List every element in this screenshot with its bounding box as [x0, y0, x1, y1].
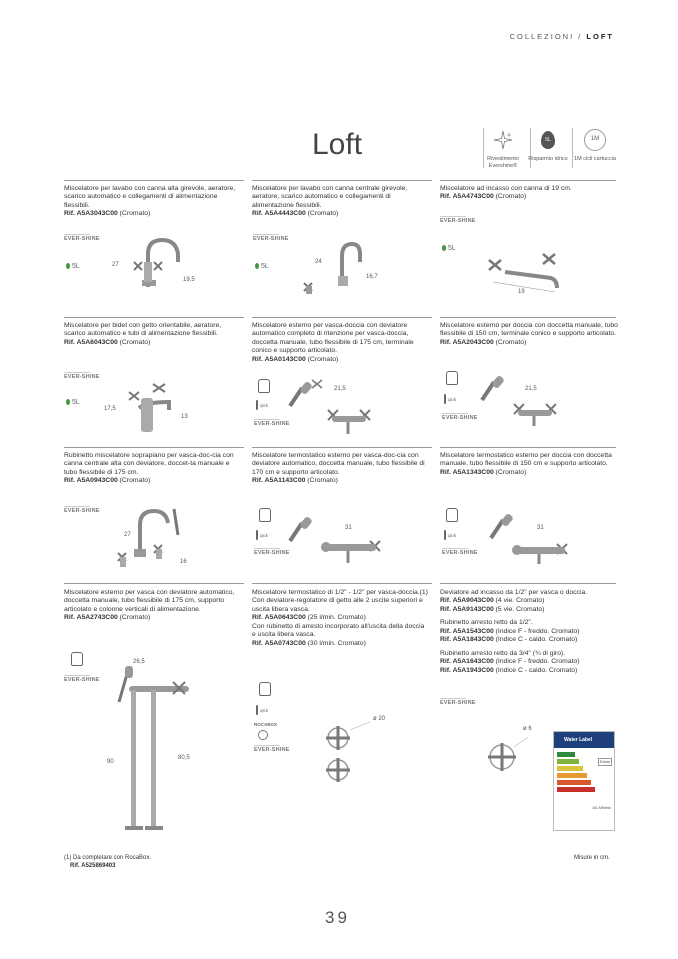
rating-bar: [557, 766, 583, 771]
product-ref-note: (5 vie. Cromato): [495, 605, 545, 613]
divider: [252, 447, 432, 448]
rocabox-badge: ROCABOX: [254, 722, 278, 727]
product-card: [440, 185, 618, 202]
breadcrumb-collection: LOFT: [586, 32, 614, 41]
dimension-label: ø 6: [523, 726, 532, 732]
product-ref: Rif. A5A0143C00: [252, 355, 306, 363]
qick-label: qick: [260, 402, 269, 408]
dimension-label: 21,5: [334, 386, 346, 392]
washbasin-mixer-image: [300, 236, 370, 296]
measure-note: Misure in cm.: [574, 855, 610, 861]
qick-badge: [256, 530, 268, 540]
product-description: Miscelatore termostatico esterno per doccia con doccetta manuale, tubo flessibile di 150 cm e supporto articolato.: [440, 452, 612, 468]
thermostatic-bath-mixer-image: [288, 515, 388, 570]
product-description: Miscelatore ad incasso con canna di 19 cm.: [440, 185, 572, 192]
dimension-label: 27: [112, 262, 119, 268]
product-ref: Rif. A5A0943C00: [64, 477, 118, 485]
evershine-badge: EVER-SHINE: [64, 374, 100, 380]
feature-water-saving: [523, 128, 573, 163]
evershine-badge: EVER-SHINE: [254, 421, 290, 427]
product-ref: Rif. A5A1143C00: [252, 477, 306, 485]
product-description: Miscelatore termostatico di 1/2" - 1/2" per vasca-doccia.(1): [252, 589, 428, 596]
product-ref: Rif. A5A6043C00: [64, 338, 118, 346]
water-label-title: Water Label: [554, 732, 614, 748]
product-ref-note: (Indice C - caldo. Cromato): [495, 636, 578, 644]
dimension-label: 13: [181, 414, 188, 420]
product-description: Miscelatore per bidet con getto orientabile, aeratore, scarico automatico e tubi di alimentazione flessibili.: [64, 322, 222, 338]
product-card: [440, 589, 618, 675]
evershine-badge: EVER-SHINE: [442, 415, 478, 421]
dimension-label: 17,5: [104, 406, 116, 412]
product-card: [252, 322, 430, 364]
product-ref-note: (Cromato): [119, 210, 151, 218]
water-saving-badge: 5L: [66, 399, 80, 406]
divider: [440, 447, 616, 448]
cycle-icon: 1M: [584, 129, 606, 151]
water-saving-badge: 5L: [255, 263, 269, 270]
thermometer-icon: [444, 394, 446, 404]
sparkle-icon: [491, 128, 515, 152]
product-card: [64, 322, 242, 347]
water-saving-badge: 5L: [66, 263, 80, 270]
diverter-valve-image: [482, 735, 532, 780]
product-card: [64, 452, 242, 486]
dimension-label: ø 20: [373, 716, 386, 722]
qick-badge: [256, 400, 268, 410]
product-card: [252, 185, 430, 219]
product-description: Miscelatore per lavabo con canna centrale girevole, aeratore, scarico automatico e collegamenti di alimentazione flessibili.: [252, 185, 408, 209]
dimension-label: 27: [124, 532, 131, 538]
dimension-label: 19,5: [183, 277, 195, 283]
product-ref-note: (25 l/min. Cromato): [307, 614, 366, 622]
product-description: Con rubinetto di arresto incorporato all'uscita della doccia e uscita libera vasca.: [252, 622, 425, 639]
water-label: [553, 731, 615, 831]
dimension-label: 24: [315, 259, 322, 265]
product-ref: Rif. A5A9143C00: [440, 605, 494, 613]
product-ref: Rif. A5A2043C00: [440, 338, 494, 346]
product-ref: Rif. A5A3043C00: [64, 210, 118, 218]
water-label-value: 5 l/min: [599, 760, 610, 764]
feature-cartridge: [570, 128, 620, 163]
feature-label: Risparmio idrico: [528, 156, 568, 162]
divider: [252, 317, 432, 318]
product-ref: Rif. A5A1643C00: [440, 658, 494, 666]
divider: [64, 447, 244, 448]
hand-shower-icon: [446, 508, 458, 522]
water-label-footer: 101 MH/min: [592, 806, 611, 810]
product-ref-note: (Cromato): [307, 477, 338, 485]
hand-shower-icon: [71, 652, 83, 666]
product-card: [252, 452, 430, 486]
product-ref-note: (Cromato): [119, 338, 151, 346]
dimension-label: 19: [518, 289, 525, 295]
bidet-mixer-image: [125, 378, 185, 438]
water-drop-icon: 5L: [541, 131, 555, 149]
product-description: Deviatore ad incasso da 1/2" per vasca o doccia.: [440, 589, 588, 596]
hand-shower-icon: [446, 371, 458, 385]
divider: [440, 180, 616, 181]
product-ref-note: (Indice F - freddo. Cromato): [495, 658, 580, 666]
freestanding-bath-mixer-image: [115, 660, 195, 835]
product-description: Miscelatore esterno per vasca con deviatore automatico, doccetta manuale, tubo flessibile di 175 cm, supporto articolato e colonne verticali di alimentazione.: [64, 589, 235, 613]
product-ref-note: (Cromato): [495, 338, 527, 346]
product-ref-note: (30 l/min. Cromato): [307, 639, 366, 647]
footnote-ref: Rif. A525869403: [70, 862, 116, 869]
thermostatic-shower-mixer-image: [485, 512, 585, 567]
dimension-label: 90: [107, 759, 114, 765]
product-ref: Rif. A5A9043C00: [440, 597, 494, 605]
thermometer-icon: [256, 530, 258, 540]
evershine-badge: EVER-SHINE: [254, 747, 290, 753]
shower-mixer-image: [480, 372, 580, 432]
thermometer-icon: [444, 530, 446, 540]
feature-label: 1M cicli cartuccia: [574, 156, 616, 162]
thermometer-icon: [256, 400, 258, 410]
footnote: [64, 855, 151, 871]
water-saving-badge: 5L: [442, 245, 456, 252]
product-ref: Rif. A5A4443C00: [252, 210, 306, 218]
product-card: [64, 185, 242, 219]
hand-shower-icon: [259, 682, 271, 696]
qick-label: qick: [260, 707, 269, 713]
rating-bar: [557, 773, 587, 778]
product-description: Miscelatore termostatico esterno per vasca-doc-cia con deviatore automatico, doccetta manuale, tubo flessibile di 170 cm e supporto articolato.: [252, 452, 425, 476]
breadcrumb-section: COLLEZIONI /: [509, 32, 583, 41]
product-ref-note: (Indice F - freddo. Cromato): [495, 627, 580, 635]
product-ref-note: (Cromato): [307, 210, 339, 218]
product-ref-note: (Cromato): [119, 614, 151, 622]
divider: [252, 180, 432, 181]
hand-shower-icon: [259, 508, 271, 522]
product-description: Rubinetto arresto retto da 1/2".: [440, 619, 533, 627]
product-description: Con deviatore-regolatore di getto alle 2 uscite superiori e uscita libera vasca.: [252, 597, 423, 613]
dimension-label: 31: [345, 525, 352, 531]
product-ref: Rif. A5A1943C00: [440, 666, 494, 674]
evershine-badge: EVER-SHINE: [254, 550, 290, 556]
dimension-label: 31: [537, 525, 544, 531]
divider: [440, 317, 616, 318]
product-description: Miscelatore esterno per vasca-doccia con deviatore automatico completo di ritenzione per vasca-doccia, doccetta manuale, tubo flessibile di 175 cm, terminale conico e supporto articolato.: [252, 322, 414, 355]
dimension-label: 80,5: [178, 755, 190, 761]
product-ref-note: (4 vie. Cromato): [495, 597, 545, 605]
rating-bar: [557, 752, 575, 757]
thermostatic-built-in-image: [310, 720, 370, 790]
product-card: [252, 589, 430, 648]
product-description: Rubinetto arresto retto da 3/4" (¾ di giro).: [440, 649, 566, 657]
product-ref: Rif. A5A1343C00: [440, 468, 494, 476]
breadcrumb: [510, 32, 614, 41]
product-ref-note: (Cromato): [307, 355, 339, 363]
feature-label: Rivestimento Evershine®: [487, 156, 519, 169]
divider: [64, 180, 244, 181]
product-ref-note: (Indice C - caldo. Cromato): [495, 666, 578, 674]
product-ref-note: (Cromato): [495, 468, 527, 476]
washbasin-mixer-image: [120, 232, 200, 292]
wall-mixer-image: [485, 250, 565, 295]
product-ref: Rif. A5A1843C00: [440, 636, 494, 644]
feature-evershine: [478, 128, 528, 169]
dimension-label: 26,5: [133, 659, 145, 665]
product-description: Miscelatore esterno per doccia con doccetta manuale, tubo flessibile di 150 cm, terminale conico e supporto articolato.: [440, 322, 618, 338]
qick-badge: [256, 705, 268, 715]
evershine-badge: EVER-SHINE: [64, 677, 100, 683]
dimension-label: 21,5: [525, 386, 537, 392]
product-ref: Rif. A5A4743C00: [440, 193, 494, 201]
qick-badge: [444, 394, 456, 404]
product-description: Miscelatore per lavabo con canna alta girevole, aeratore, scarico automatico e collegamenti di alimentazione flessibili.: [64, 185, 236, 209]
product-ref: Rif. A5A1543C00: [440, 627, 494, 635]
evershine-badge: EVER-SHINE: [64, 236, 100, 242]
page-number: 39: [325, 908, 350, 927]
qick-badge: [444, 530, 456, 540]
product-ref: Rif. A5A0743C00: [252, 639, 306, 647]
qick-label: qick: [260, 532, 269, 538]
hand-shower-icon: [258, 379, 270, 393]
dimension-label: 16,7: [366, 274, 378, 280]
product-ref-note: (Cromato): [119, 477, 151, 485]
dimension-label: 16: [180, 559, 187, 565]
product-ref-note: (Cromato): [495, 193, 527, 201]
divider: [252, 583, 432, 584]
divider: [440, 583, 616, 584]
product-ref: Rif. A5A0643C00: [252, 614, 306, 622]
rating-bar: [557, 780, 591, 785]
evershine-badge: EVER-SHINE: [440, 218, 476, 224]
qick-label: qick: [448, 532, 457, 538]
evershine-badge: EVER-SHINE: [440, 700, 476, 706]
thermometer-icon: [256, 705, 258, 715]
evershine-badge: EVER-SHINE: [253, 236, 289, 242]
product-card: [440, 452, 618, 477]
divider: [64, 583, 244, 584]
rating-bar: [557, 759, 579, 764]
product-card: [64, 589, 242, 623]
footnote-text: (1) Da completare con RocaBox.: [64, 855, 152, 861]
evershine-badge: EVER-SHINE: [64, 508, 100, 514]
qick-label: qick: [448, 396, 457, 402]
product-card: [440, 322, 618, 347]
evershine-badge: EVER-SHINE: [442, 550, 478, 556]
product-ref: Rif. A5A2743C00: [64, 614, 118, 622]
rocabox-icon: [258, 730, 268, 740]
rating-bar: [557, 787, 595, 792]
product-description: Rubinetto miscelatore soprapiano per vasca-doc-cia con canna centrale alta con deviatore, doccet-ta manuale e tubo flessibile di 175 cm.: [64, 452, 234, 476]
page-title: Loft: [312, 128, 363, 161]
divider: [64, 317, 244, 318]
